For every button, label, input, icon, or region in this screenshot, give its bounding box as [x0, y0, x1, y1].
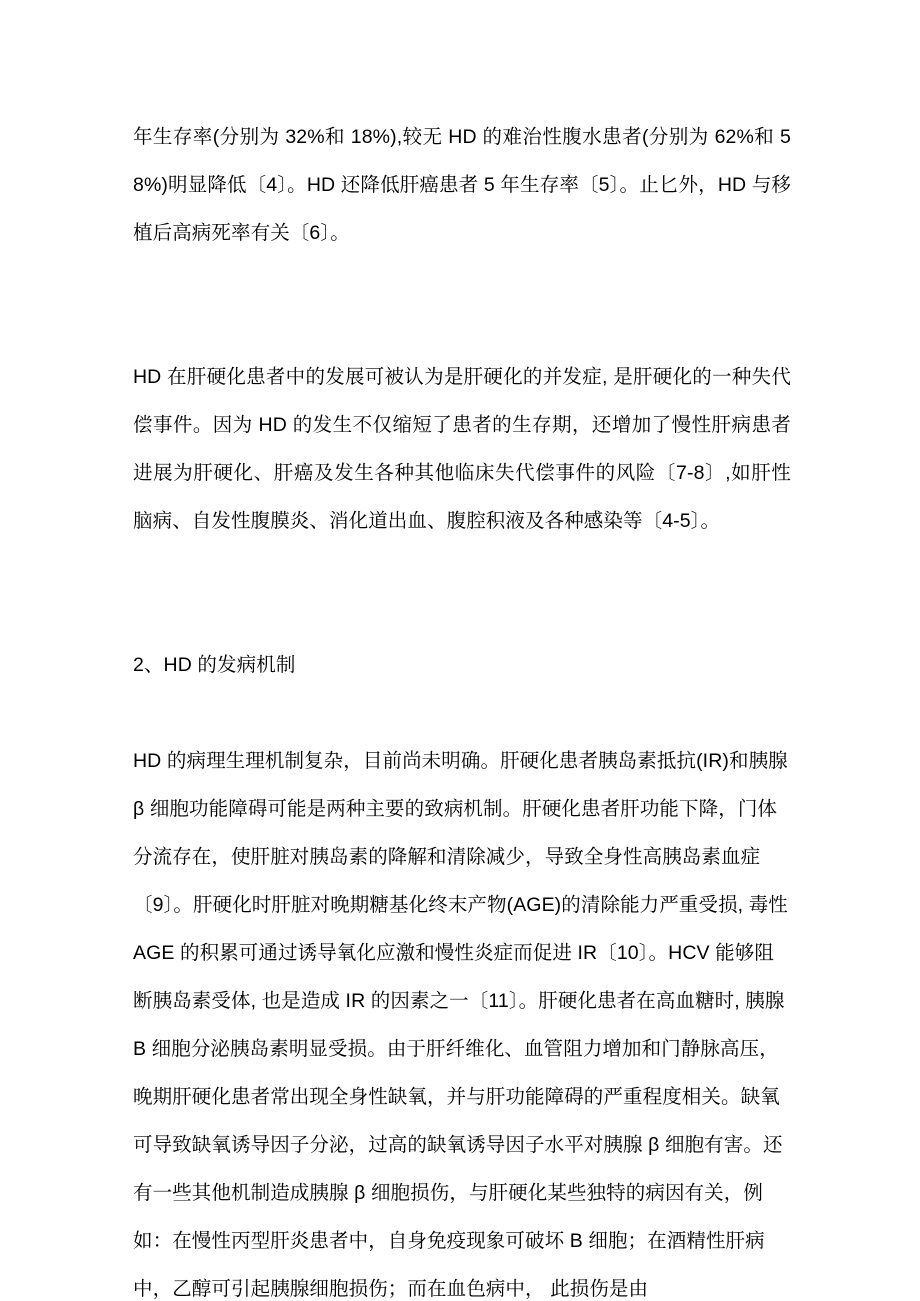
paragraph-pathophysiology: HD 的病理生理机制复杂，目前尚未明确。肝硬化患者胰岛素抵抗(IR)和胰腺 β 细胞功能障碍可能是两种主要的致病机制。肝硬化患者肝功能下降，门体分流存在，使肝脏对胰岛素的降解和清除减少，导致全身性高胰岛素血症〔9〕。肝硬化时肝脏对晚期糖基化终末产物(AGE)的清除能力严重受损, 毒性 AGE 的积累可通过诱导氧化应激和慢性炎症而促进 IR〔10〕。HCV 能够阻断胰岛素受体, 也是造成 IR 的因素之一〔11〕。肝硬化患者在高血糖时, 胰腺 B 细胞分泌胰岛素明显受损。由于肝纤维化、血管阻力增加和门静脉高压，晚期肝硬化患者常出现全身性缺氧，并与肝功能障碍的严重程度相关。缺氧可导致缺氧诱导因子分泌，过高的缺氧诱导因子水平对胰腺 β 细胞有害。还有一些其他机制造成胰腺 β 细胞损伤，与肝硬化某些独特的病因有关，例如：在慢性丙型肝炎患者中，自身免疫现象可破坏 B 细胞；在酒精性肝病中，乙醇可引起胰腺细胞损伤；而在血色病中， 此损伤是由 — [133, 750, 788, 1300]
heading-spacer-above — [133, 545, 791, 641]
heading-hd-pathogenesis: 2、HD 的发病机制 — [133, 654, 296, 676]
paragraph-survival-rates: 年生存率(分别为 32%和 18%),较无 HD 的难治性腹水患者(分别为 62%和 58%)明显降低〔4〕。HD 还降低肝癌患者 5 年生存率〔5〕。止匕外，HD 与移植后高病死率有关〔6〕。 — [133, 126, 791, 244]
heading-spacer-below — [133, 689, 791, 737]
paragraph-hd-as-cirrhosis-complication: HD 在肝硬化患者中的发展可被认为是肝硬化的并发症, 是肝硬化的一种失代偿事件。因为 HD 的发生不仅缩短了患者的生存期，还增加了慢性肝病患者进展为肝硬化、肝癌及发生各种其他临床失代偿事件的风险〔7-8〕,如肝性脑病、自发性腹膜炎、消化道出血、腹腔积液及各种感染等〔4-5〕。 — [133, 366, 791, 532]
text-column — [133, 113, 791, 1301]
paragraph-spacer — [133, 257, 791, 353]
